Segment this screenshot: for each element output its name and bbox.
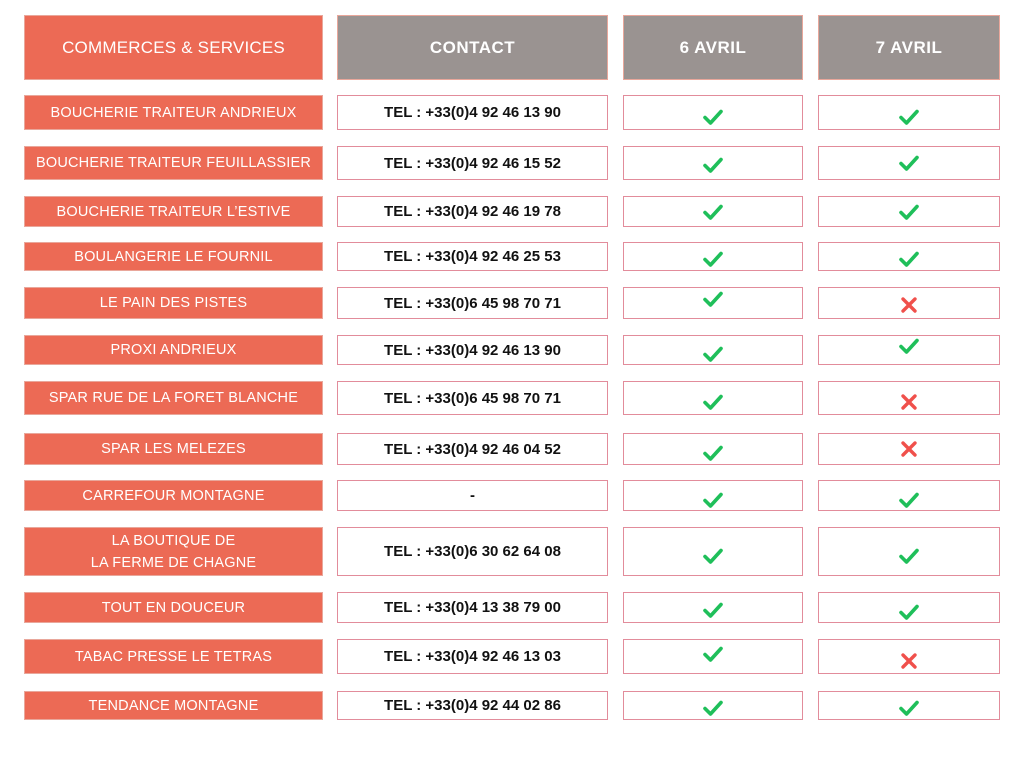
day-2-status-cell (818, 639, 1000, 674)
day-1-status-cell (623, 95, 803, 130)
shop-name: LE PAIN DES PISTES (24, 287, 323, 319)
day-1-status-cell (623, 691, 803, 720)
day-2-status-cell (818, 433, 1000, 465)
shop-contact: TEL : +33(0)4 92 46 25 53 (337, 242, 608, 271)
day-2-status-cell (818, 242, 1000, 271)
header-day-1: 6 AVRIL (623, 15, 803, 80)
day-2-status-cell (818, 335, 1000, 365)
day-2-status-cell (818, 381, 1000, 415)
check-icon (702, 201, 724, 223)
shop-name: CARREFOUR MONTAGNE (24, 480, 323, 511)
shop-name: BOUCHERIE TRAITEUR L’ESTIVE (24, 196, 323, 227)
check-icon (702, 545, 724, 567)
day-1-status-cell (623, 433, 803, 465)
shop-contact: TEL : +33(0)4 92 46 13 03 (337, 639, 608, 674)
check-icon (702, 442, 724, 464)
check-icon (702, 343, 724, 365)
header-contact: CONTACT (337, 15, 608, 80)
header-day-2: 7 AVRIL (818, 15, 1000, 80)
shop-name: TENDANCE MONTAGNE (24, 691, 323, 720)
day-1-status-cell (623, 527, 803, 576)
day-2-status-cell (818, 146, 1000, 180)
day-1-status-cell (623, 146, 803, 180)
check-icon (702, 106, 724, 128)
day-1-status-cell (623, 381, 803, 415)
day-2-status-cell (818, 287, 1000, 319)
check-icon (898, 697, 920, 719)
check-icon (702, 288, 724, 310)
shop-contact: TEL : +33(0)6 45 98 70 71 (337, 287, 608, 319)
check-icon (898, 106, 920, 128)
check-icon (898, 489, 920, 511)
shop-name: BOULANGERIE LE FOURNIL (24, 242, 323, 271)
shop-name: SPAR LES MELEZES (24, 433, 323, 465)
shop-contact: TEL : +33(0)4 92 44 02 86 (337, 691, 608, 720)
day-1-status-cell (623, 480, 803, 511)
day-2-status-cell (818, 527, 1000, 576)
day-2-status-cell (818, 592, 1000, 623)
day-2-status-cell (818, 196, 1000, 227)
shop-contact: TEL : +33(0)6 45 98 70 71 (337, 381, 608, 415)
check-icon (898, 601, 920, 623)
cross-icon (898, 438, 920, 460)
check-icon (898, 335, 920, 357)
shop-contact: TEL : +33(0)4 92 46 13 90 (337, 95, 608, 130)
check-icon (702, 697, 724, 719)
check-icon (702, 391, 724, 413)
shop-name: BOUCHERIE TRAITEUR ANDRIEUX (24, 95, 323, 130)
shop-name: LA BOUTIQUE DE LA FERME DE CHAGNE (24, 527, 323, 576)
shop-contact: TEL : +33(0)4 13 38 79 00 (337, 592, 608, 623)
shop-name: PROXI ANDRIEUX (24, 335, 323, 365)
day-1-status-cell (623, 592, 803, 623)
check-icon (898, 152, 920, 174)
shop-contact: - (337, 480, 608, 511)
day-1-status-cell (623, 242, 803, 271)
day-1-status-cell (623, 287, 803, 319)
shop-name: TABAC PRESSE LE TETRAS (24, 639, 323, 674)
day-1-status-cell (623, 335, 803, 365)
shop-contact: TEL : +33(0)6 30 62 64 08 (337, 527, 608, 576)
day-2-status-cell (818, 480, 1000, 511)
shop-name: BOUCHERIE TRAITEUR FEUILLASSIER (24, 146, 323, 180)
check-icon (702, 489, 724, 511)
day-1-status-cell (623, 196, 803, 227)
check-icon (702, 643, 724, 665)
header-commerces-services: COMMERCES & SERVICES (24, 15, 323, 80)
cross-icon (898, 391, 920, 413)
check-icon (898, 201, 920, 223)
day-2-status-cell (818, 691, 1000, 720)
shop-name: TOUT EN DOUCEUR (24, 592, 323, 623)
shop-contact: TEL : +33(0)4 92 46 15 52 (337, 146, 608, 180)
day-2-status-cell (818, 95, 1000, 130)
day-1-status-cell (623, 639, 803, 674)
cross-icon (898, 294, 920, 316)
shop-name: SPAR RUE DE LA FORET BLANCHE (24, 381, 323, 415)
check-icon (898, 248, 920, 270)
check-icon (702, 248, 724, 270)
cross-icon (898, 650, 920, 672)
shop-contact: TEL : +33(0)4 92 46 13 90 (337, 335, 608, 365)
check-icon (702, 154, 724, 176)
check-icon (898, 545, 920, 567)
shop-contact: TEL : +33(0)4 92 46 04 52 (337, 433, 608, 465)
check-icon (702, 599, 724, 621)
shop-contact: TEL : +33(0)4 92 46 19 78 (337, 196, 608, 227)
